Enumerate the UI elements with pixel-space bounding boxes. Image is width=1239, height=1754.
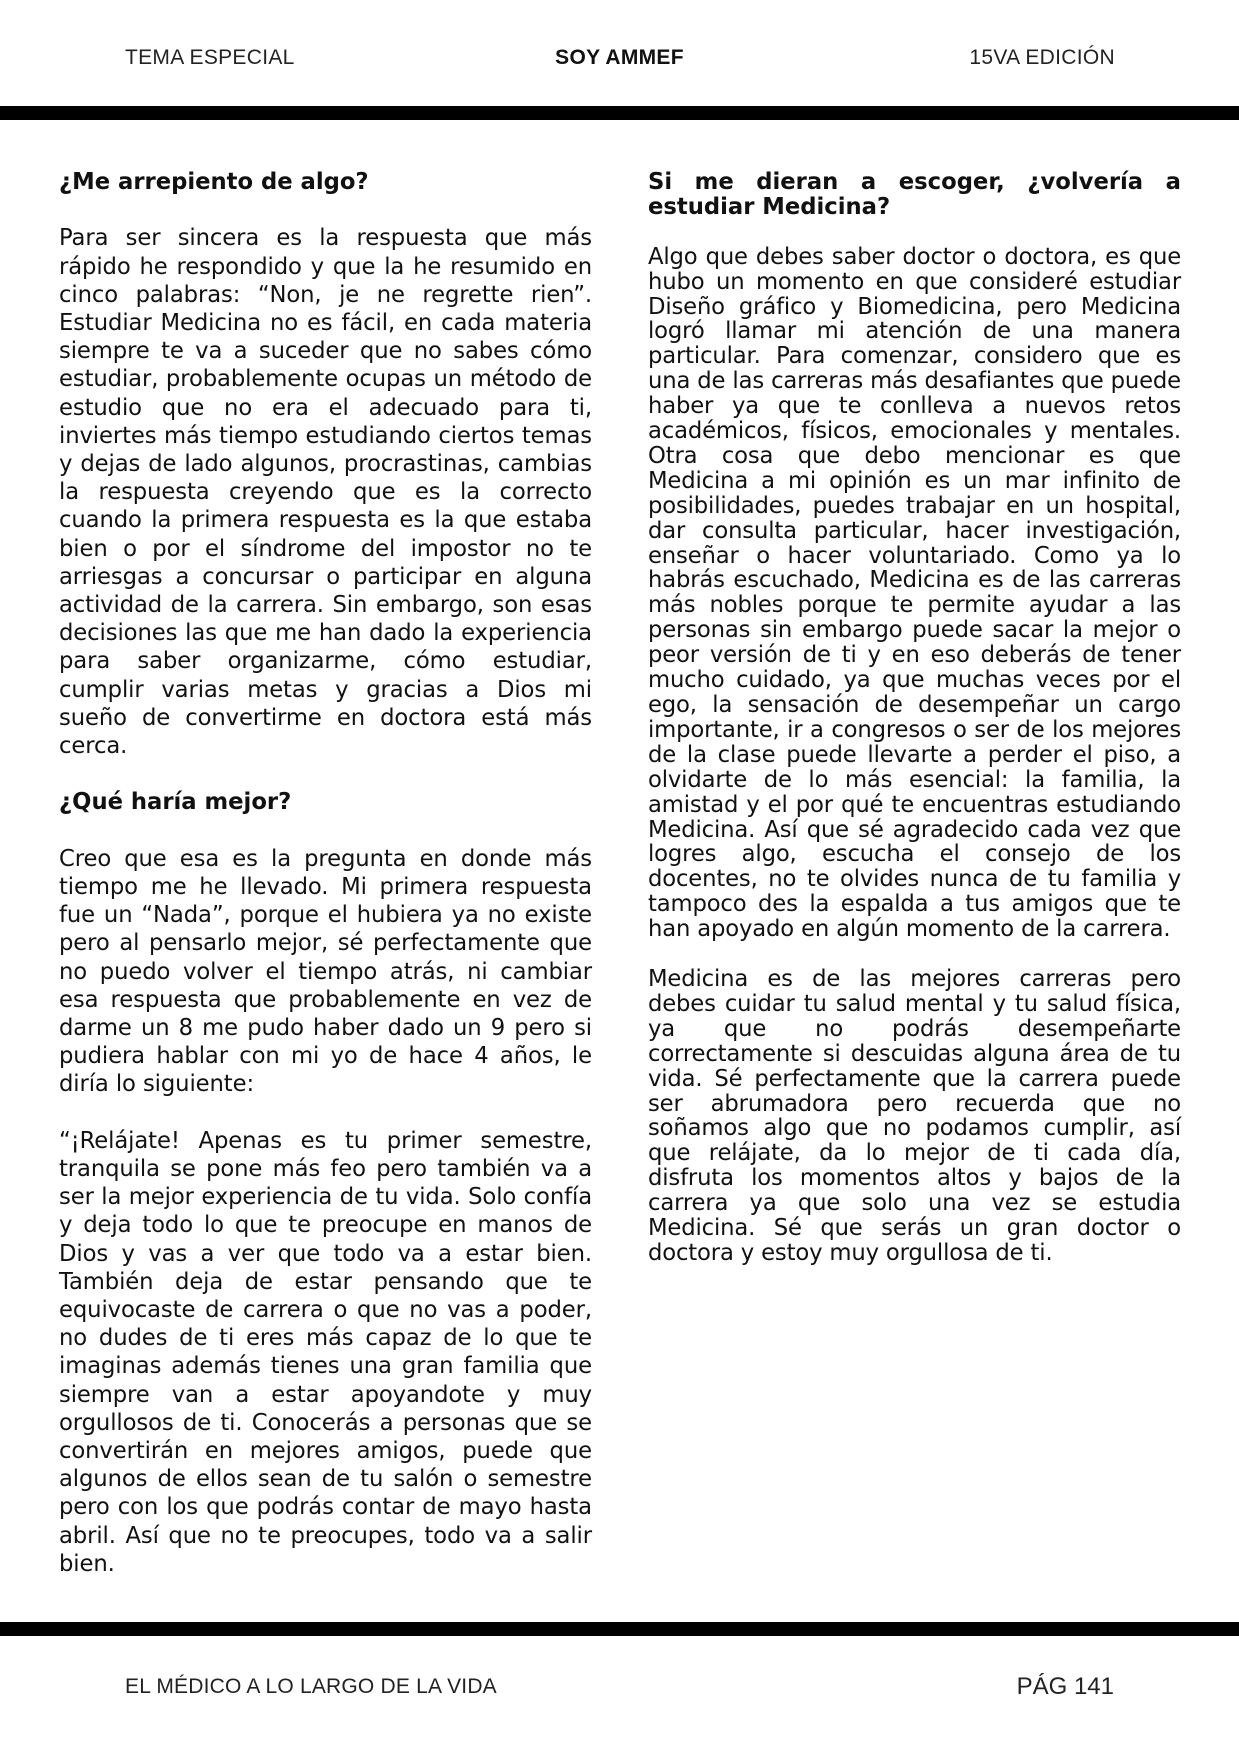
top-divider-bar — [0, 106, 1239, 120]
paragraph-arrepiento: Para ser sincera es la respuesta que más rápido he respondido y que la he resumido en cinco palabras: “Non, je ne regrette rien”. Estudiar Medicina no es fácil, en cada materia siempre te va a suceder que no sabes cómo estudiar, probablemente ocupas un método de estudio que no era el adecuado para ti, inviertes más tiempo estudiando ciertos temas y dejas de lado algunos, procrastinas, cambias la respuesta creyendo que es la correcto cuando la primera respuesta es la que estaba bien o por el síndrome del impostor no te arriesgas a concursar o participar en alguna actividad de la carrera. Sin embargo, son esas decisiones las que me han dado la experiencia para saber organizarme, cómo estudiar, cumplir varias metas y gracias a Dios mi sueño de convertirme en doctora está más cerca. — [59, 225, 592, 760]
right-column — [648, 170, 1181, 1266]
paragraph-algo-que-debes-saber: Algo que debes saber doctor o doctora, es que hubo un momento en que consideré estudiar Diseño gráfico y Biomedicina, pero Medicina logró llamar mi atención de una manera particular. Para comenzar, considero que es una de las carreras más desafiantes que puede haber ya que te conlleva a nuevos retos académicos, físicos, emocionales y mentales. Otra cosa que debo mencionar es que Medicina a mi opinión es un mar infinito de posibilidades, puedes trabajar en un hospital, dar consulta particular, hacer investigación, enseñar o hacer voluntariado. Como ya lo habrás escuchado, Medicina es de las carreras más nobles porque te permite ayudar a las personas sin embargo puede sacar la mejor o peor versión de ti y en eso deberás de tener mucho cuidado, ya que muchas veces por el ego, la sensación de desempeñar un cargo importante, ir a congresos o ser de los mejores de la clase puede llevarte a perder el piso, a olvidarte de lo más esencial: la familia, la amistad y el por qué te encuentras estudiando Medicina. Así que sé agradecido cada vez que logres algo, escucha el consejo de los docentes, no te olvides nunca de tu familia y tampoco des la espalda a tus amigos que te han apoyado en algún momento de la carrera. — [648, 243, 1181, 943]
bottom-divider-bar — [0, 1622, 1239, 1636]
footer-section-title: EL MÉDICO A LO LARGO DE LA VIDA — [125, 1675, 497, 1698]
heading-me-arrepiento: ¿Me arrepiento de algo? — [59, 169, 369, 195]
paragraph-relajate-quote: “¡Relájate! Apenas es tu primer semestre, tranquila se pone más feo pero también va a ser la mejor experiencia de tu vida. Solo confía y deja todo lo que te preocupe en manos de Dios y vas a ver que todo va a estar bien. También deja de estar pensando que te equivocaste de carrera o que no vas a poder, no dudes de ti eres más capaz de lo que te imaginas además tienes una gran familia que siempre van a estar apoyandote y muy orgullosos de ti. Conocerás a personas que se convertirán en mejores amigos, puede que algunos de ellos sean de tu salón o semestre pero con los que podrás contar de mayo hasta abril. Así que no te preocupes, todo va a salir bien. — [59, 1127, 592, 1577]
paragraph-salud-mental: Medicina es de las mejores carreras pero debes cuidar tu salud mental y tu salud física, ya que no podrás desempeñarte correctamente si descuidas alguna área de tu vida. Sé perfectamente que la carrera puede ser abrumadora pero recuerda que no soñamos algo que no podamos cumplir, así que relájate, da lo mejor de ti cada día, disfruta los momentos altos y bajos de la carrera ya que solo una vez se estudia Medicina. Sé que serás un gran doctor o doctora y estoy muy orgullosa de ti. — [648, 965, 1181, 1266]
header-magazine-title: SOY AMMEF — [555, 46, 684, 69]
paragraph-que-haria: Creo que esa es la pregunta en donde más tiempo me he llevado. Mi primera respuesta fue un “Nada”, porque el hubiera ya no existe pero al pensarlo mejor, sé perfectamente que no puedo volver el tiempo atrás, ni cambiar esa respuesta que probablemente en vez de darme un 8 me pudo haber dado un 9 pero si pudiera hablar con mi yo de hace 4 años, le diría lo siguiente: — [59, 845, 592, 1098]
page-number: PÁG 141 — [1016, 1673, 1114, 1700]
left-column — [59, 168, 592, 1578]
heading-volveria-estudiar: Si me dieran a escoger, ¿volvería a estudiar Medicina? — [648, 169, 1181, 220]
heading-que-haria-mejor: ¿Qué haría mejor? — [59, 789, 292, 816]
header-edition: 15VA EDICIÓN — [969, 46, 1115, 69]
header-section-label: TEMA ESPECIAL — [125, 46, 295, 69]
